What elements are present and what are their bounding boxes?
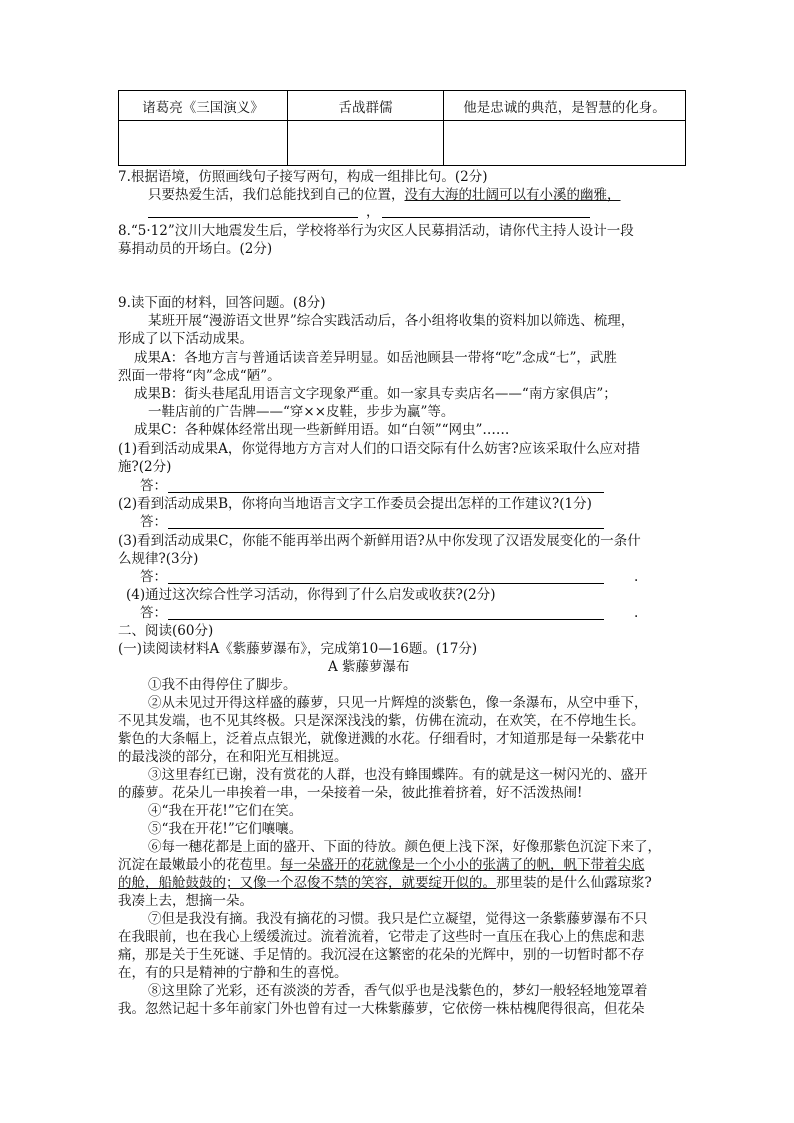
result-b-line-1: 成果B：街头巷尾乱用语言文字现象严重。如一家具专卖店名——“南方家俱店”； — [134, 386, 617, 402]
table-cell: 诸葛亮《三国演义》 — [119, 91, 288, 121]
result-b-line-2: 一鞋店前的广告牌——“穿××皮鞋，步步为赢”等。 — [148, 404, 455, 420]
question-7-underlined: 没有大海的壮阔可以有小溪的幽雅， — [404, 187, 621, 203]
paragraph-4: ④“我在开花!”它们在笑。 — [148, 803, 303, 819]
answer-label-2: 答： — [140, 514, 167, 530]
passage-title: A 紫藤萝瀑布 — [328, 659, 410, 675]
result-c-line-1: 成果C：各种媒体经常出现一些新鲜用语。如“白领”“网虫”…… — [134, 422, 510, 438]
paragraph-6-underlined-text: 每一朵盛开的花就像是一个小小的张满了的帆，帆下带着尖底 — [280, 857, 645, 873]
table-row — [119, 121, 686, 166]
answer-period-4: . — [634, 605, 639, 621]
sub-question-2: (2)看到活动成果B，你将向当地语言文字工作委员会提出怎样的工作建议?(1分) — [118, 496, 592, 512]
question-7-sentence — [148, 186, 621, 204]
sub-question-3-line-1: (3)看到活动成果C，你能不能再举出两个新鲜用语?从中你发现了汉语发展变化的一条什 — [118, 533, 641, 549]
question-7-separator: ， — [366, 204, 380, 220]
question-7-title: 7.根据语境，仿照画线句子接写两句，构成一组排比句。(2分) — [118, 169, 488, 185]
paragraph-6-line-3 — [118, 874, 652, 892]
answer-label-4: 答： — [140, 605, 167, 621]
paragraph-7-line-3: 痛，那是关于生死谜、手足情的。我沉浸在这繁密的花朵的光辉中，别的一切暂时都不存 — [118, 947, 645, 963]
paragraph-7-line-1: ⑦但是我没有摘。我没有摘花的习惯。我只是伫立凝望，觉得这一条紫藤萝瀑布不只 — [148, 911, 648, 927]
paragraph-1: ①我不由得停住了脚步。 — [148, 677, 297, 693]
paragraph-7-line-4: 在，有的只是精神的宁静和生的喜悦。 — [118, 965, 348, 981]
paragraph-2-line-3: 紫色的大条幅上，泛着点点银光，就像迸溅的水花。仔细看时，才知道那是每一朵紫花中 — [118, 731, 645, 747]
result-a-line-2: 烈面一带将“肉”念成“陋”。 — [118, 368, 281, 384]
question-9-intro-2: 形成了以下活动成果。 — [118, 331, 253, 347]
character-table — [118, 90, 686, 166]
question-9-intro-1: 某班开展“漫游语文世界”综合实践活动后，各小组将收集的资料加以筛选、梳理， — [148, 313, 635, 329]
answer-line-4[interactable] — [168, 619, 604, 620]
paragraph-7-line-2: 在我眼前，也在我心上缓缓流过。流着流着，它带走了这些时一直压在我心上的焦虑和悲 — [118, 929, 645, 945]
question-9-title: 9.读下面的材料，回答问题。(8分) — [118, 295, 326, 311]
sub-question-1-line-2: 施?(2分) — [118, 459, 172, 475]
paragraph-8-line-1: ⑧这里除了光彩，还有淡淡的芳香，香气似乎也是浅紫色的，梦幻一般轻轻地笼罩着 — [148, 983, 648, 999]
section-heading: 二、阅读(60分) — [118, 623, 214, 639]
answer-line-3[interactable] — [168, 583, 604, 584]
paragraph-6-line-2 — [118, 856, 645, 874]
table-cell-empty[interactable] — [444, 121, 686, 166]
paragraph-6-line-4: 我凑上去，想摘一朵。 — [118, 893, 253, 909]
paragraph-5: ⑤“我在开花!”它们嚷嚷。 — [148, 821, 303, 837]
answer-label-3: 答： — [140, 569, 167, 585]
paragraph-2-line-4: 的最浅淡的部分，在和阳光互相挑逗。 — [118, 749, 348, 765]
sub-question-4: (4)通过这次综合性学习活动，你得到了什么启发或收获?(2分) — [126, 587, 496, 603]
answer-label-1: 答： — [140, 478, 167, 494]
question-8-line-2: 募捐动员的开场白。(2分) — [118, 241, 273, 257]
question-8-line-1: 8.“5·12”汶川大地震发生后，学校将举行为灾区人民募捐活动，请你代主持人设计一段 — [118, 223, 634, 239]
paragraph-6-plain-text: 沉淀在最嫩最小的花苞里。 — [118, 857, 280, 873]
answer-line-2[interactable] — [168, 528, 604, 529]
paragraph-8-line-2: 我。忽然记起十多年前家门外也曾有过一大株紫藤萝，它依傍一株枯槐爬得很高，但花朵 — [118, 1001, 645, 1017]
paragraph-3-line-2: 的藤萝。花朵儿一串挨着一串，一朵接着一朵，彼此推着挤着，好不活泼热闹! — [118, 785, 583, 801]
table-row — [119, 91, 686, 121]
sub-question-3-line-2: 么规律?(3分) — [118, 551, 199, 567]
paragraph-6-underlined-text: 的舱，船舱鼓鼓的；又像一个忍俊不禁的笑容，就要绽开似的。 — [118, 875, 496, 891]
table-cell: 舌战群儒 — [288, 91, 444, 121]
paragraph-6-line-1: ⑥每一穗花都是上面的盛开、下面的待放。颜色便上浅下深，好像那紫色沉淀下来了， — [148, 839, 661, 855]
table-cell-empty[interactable] — [288, 121, 444, 166]
paragraph-3-line-1: ③这里春红已谢，没有赏花的人群，也没有蜂围蝶阵。有的就是这一树闪光的、盛开 — [148, 767, 648, 783]
answer-period-3: . — [634, 569, 639, 585]
paragraph-6-plain-text: 那里装的是什么仙露琼浆? — [496, 875, 652, 891]
question-7-blank-2[interactable] — [382, 217, 590, 218]
result-a-line-1: 成果A：各地方言与普通话读音差异明显。如岳池顾县一带将“吃”念成“七”，武胜 — [134, 350, 617, 366]
sub-question-1-line-1: (1)看到活动成果A，你觉得地方方言对人们的口语交际有什么妨害?应该采取什么应对措 — [118, 441, 641, 457]
table-cell-empty[interactable] — [119, 121, 288, 166]
table-cell: 他是忠诚的典范，是智慧的化身。 — [444, 91, 686, 121]
question-7-blank-1[interactable] — [148, 217, 358, 218]
paragraph-2-line-1: ②从未见过开得这样盛的藤萝，只见一片辉煌的淡紫色，像一条瀑布，从空中垂下， — [148, 695, 648, 711]
question-7-prefix: 只要热爱生活，我们总能找到自己的位置， — [148, 187, 405, 203]
paragraph-2-line-2: 不见其发端，也不见其终极。只是深深浅浅的紫，仿佛在流动，在欢笑，在不停地生长。 — [118, 713, 645, 729]
answer-line-1[interactable] — [168, 492, 604, 493]
section-subheading: (一)读阅读材料A《紫藤萝瀑布》，完成第10—16题。(17分) — [118, 641, 478, 657]
